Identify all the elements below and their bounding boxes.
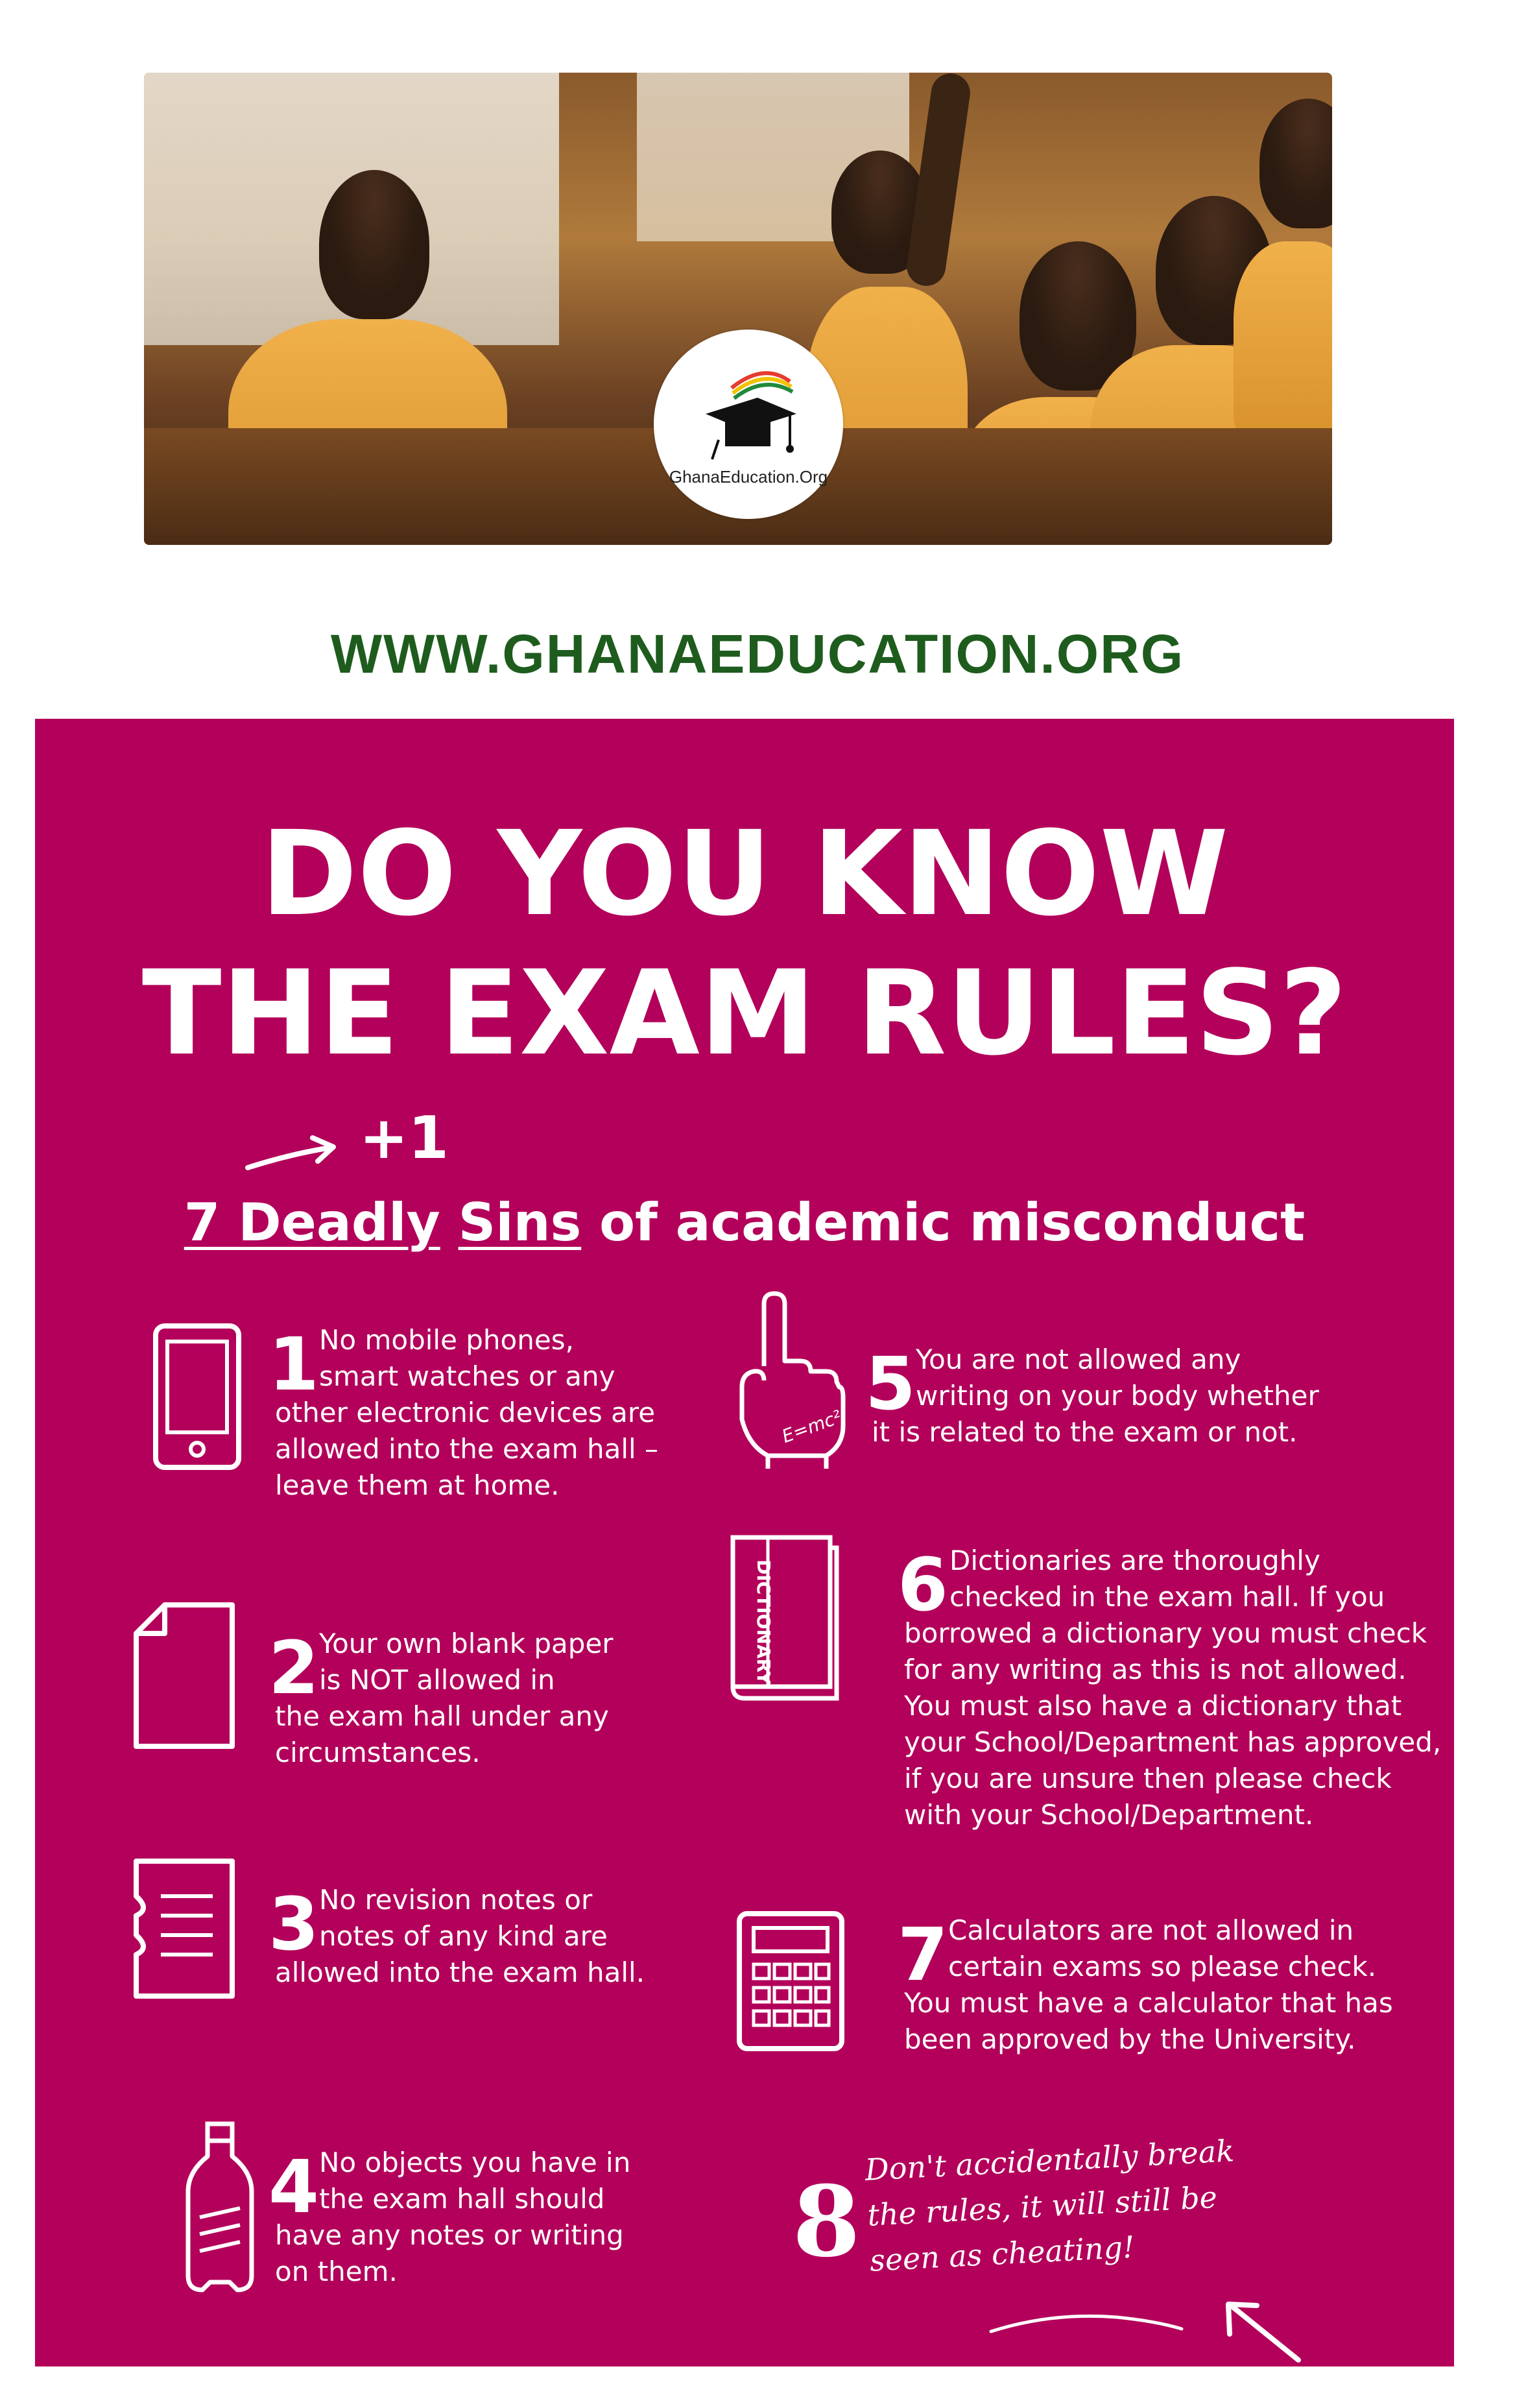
rule-text-rest: the exam hall under any circumstances. xyxy=(275,1700,609,1768)
subtitle xyxy=(35,1192,1454,1253)
subtitle-seven-deadly: 7 Deadly xyxy=(184,1192,440,1253)
exam-rules-panel xyxy=(35,719,1454,2366)
revision-notes-icon xyxy=(132,1857,236,2000)
rule-number: 8 xyxy=(793,2165,861,2279)
rule-text-first: Your own blank paper is NOT allowed in xyxy=(319,1628,614,1696)
rule-number: 7 xyxy=(898,1913,948,1997)
logo-text: GhanaEducation.Org xyxy=(669,467,828,487)
student-head xyxy=(1259,99,1332,228)
dictionary-icon xyxy=(729,1534,852,1702)
mobile-phone-icon xyxy=(152,1322,243,1471)
rule-text-first: No revision notes or notes of any kind are xyxy=(319,1884,608,1952)
arrow-icon xyxy=(243,1129,346,1181)
headline-line-1: DO YOU KNOW xyxy=(260,806,1229,942)
rule-eight-text: Don't accidentally break the rules, it will still be seen as cheating! xyxy=(864,2133,1235,2278)
rule-number: 4 xyxy=(268,2145,319,2230)
dictionary-label: DICTIONARY xyxy=(753,1559,774,1685)
site-url[interactable]: WWW.GHANAEDUCATION.ORG xyxy=(330,623,1185,684)
subtitle-sins: Sins xyxy=(458,1192,582,1253)
plus-one-label: +1 xyxy=(359,1104,449,1172)
rule-number: 2 xyxy=(268,1626,319,1711)
student-shirt xyxy=(1234,241,1332,436)
calculator-icon xyxy=(735,1910,846,2053)
student-head xyxy=(319,170,429,319)
rule-number: 1 xyxy=(268,1323,319,1407)
rule-text-first: Dictionaries are thoroughly checked in the exam hall. If you xyxy=(949,1545,1385,1613)
rule-text-rest: other electronic devices are allowed into the exam hall – leave them at home. xyxy=(275,1397,659,1501)
rule-number: 5 xyxy=(865,1342,916,1427)
rule-text-first: Calculators are not allowed in certain exams so please check. xyxy=(948,1914,1377,1982)
graduation-cap-icon xyxy=(693,362,804,466)
underline-stroke xyxy=(987,2306,1195,2344)
arrow-pointer-icon xyxy=(1221,2295,1305,2366)
emc2-label: E=mc² xyxy=(779,1406,844,1447)
rule-text-rest: have any notes or writing on them. xyxy=(275,2219,624,2287)
hand-writing-icon xyxy=(735,1290,846,1471)
water-bottle-icon xyxy=(184,2120,256,2295)
rule-number: 6 xyxy=(898,1543,948,1628)
blank-paper-icon xyxy=(132,1601,236,1750)
rule-text-first: No mobile phones, smart watches or any xyxy=(319,1324,615,1392)
rule-text-rest: borrowed a dictionary you must check for any writing as this is not allowed. You must also have a dictionary that your School/Department has approved, if you are unsure then please check with your School/Department. xyxy=(904,1617,1442,1831)
headline-line-2: THE EXAM RULES? xyxy=(141,946,1348,1081)
rule-number: 3 xyxy=(268,1883,319,1967)
rule-text-rest: allowed into the exam hall. xyxy=(275,1956,645,1988)
rule-text-rest: You must have a calculator that has been approved by the University. xyxy=(904,1987,1393,2055)
rule-text-rest: it is related to the exam or not. xyxy=(872,1416,1298,1448)
site-logo[interactable] xyxy=(654,330,843,519)
rule-text-first: You are not allowed any writing on your body whether xyxy=(916,1343,1319,1412)
rule-text-first: No objects you have in the exam hall should xyxy=(319,2147,631,2215)
subtitle-rest: of academic misconduct xyxy=(599,1192,1306,1253)
